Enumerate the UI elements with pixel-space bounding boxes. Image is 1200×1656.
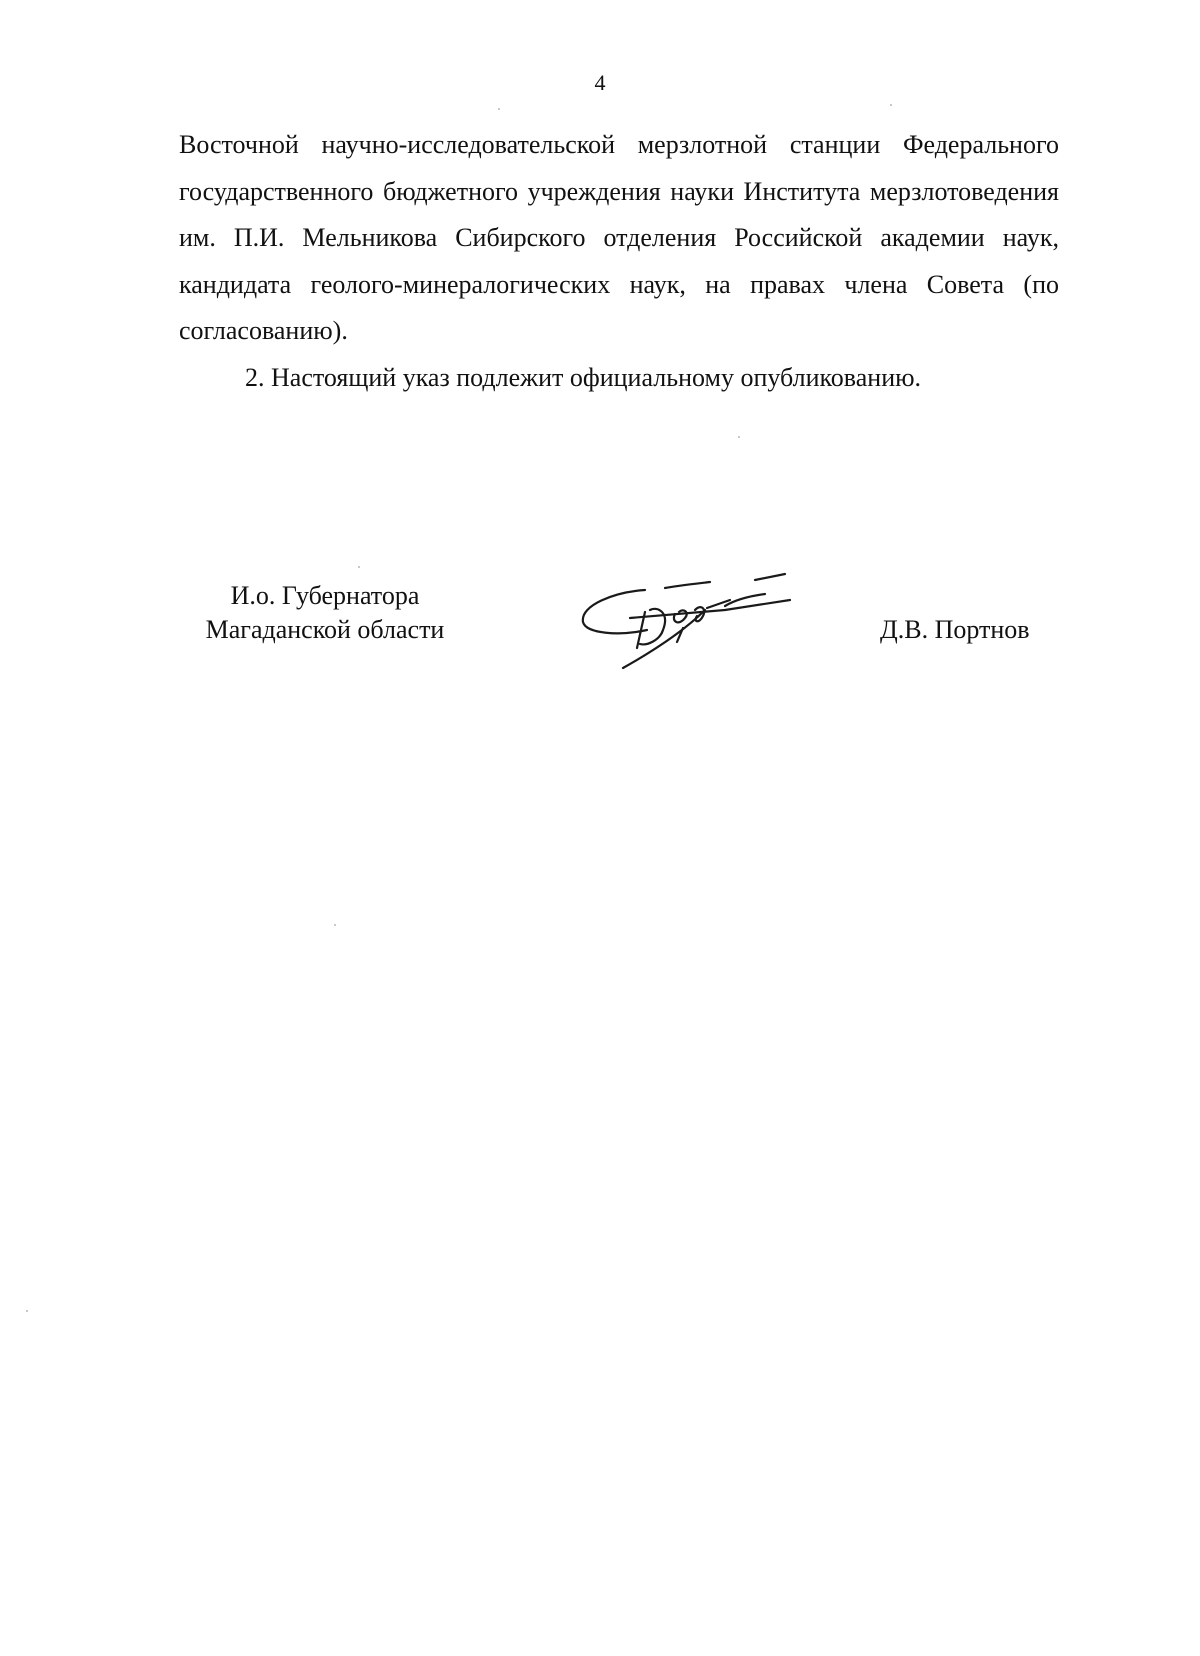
scan-speck: [358, 566, 360, 568]
signer-title-line-1: И.о. Губернатора: [230, 581, 420, 610]
page-number: 4: [594, 70, 606, 95]
paragraph-publication-clause: 2. Настоящий указ подлежит официальному опубликованию.: [245, 362, 922, 392]
paragraph-continuation: Восточной научно-исследовательской мерзлотной станции Федерального государственного бюджетного учреждения науки Института мерзлотоведения им. П.И. Мельникова Сибирского отделения Российской академии наук, кандидата геолого-минералогических наук, на правах члена Совета (по согласованию).: [179, 130, 1059, 345]
scan-speck: [738, 436, 740, 438]
handwritten-signature: [575, 560, 805, 670]
scan-speck: [26, 1310, 28, 1312]
document-body: [179, 122, 1059, 401]
scan-speck: [890, 104, 892, 106]
signer-title-line-2: Магаданской области: [205, 615, 445, 644]
signer-name: Д.В. Портнов: [880, 615, 1030, 644]
scan-speck: [498, 108, 500, 110]
signer-title: [180, 579, 470, 647]
scan-speck: [334, 924, 336, 926]
